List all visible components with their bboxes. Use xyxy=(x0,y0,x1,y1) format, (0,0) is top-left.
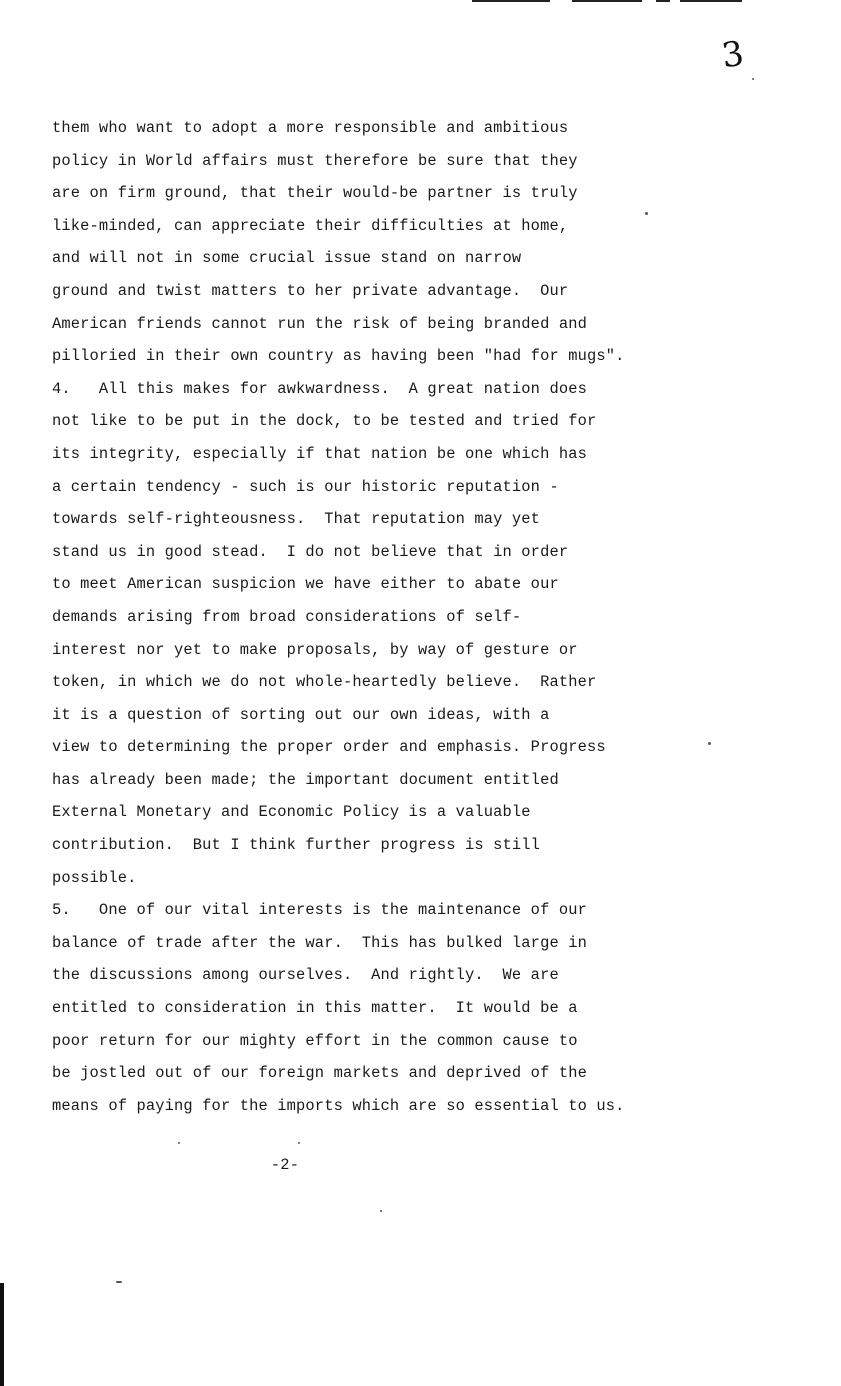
text-line: the discussions among ourselves. And rightly. We are xyxy=(52,966,559,985)
top-edge-rule xyxy=(472,0,550,2)
scan-speck xyxy=(380,1210,382,1212)
scan-speck xyxy=(116,1281,122,1283)
handwritten-page-mark: 3 xyxy=(719,33,747,77)
text-line: policy in World affairs must therefore be sure that they xyxy=(52,151,578,170)
top-edge-rule xyxy=(572,0,642,2)
text-line: towards self-righteousness. That reputation may yet xyxy=(52,510,541,529)
top-edge-rule xyxy=(656,0,670,2)
text-line: 4. All this makes for awkwardness. A great nation does xyxy=(52,379,587,398)
text-line: entitled to consideration in this matter. It would be a xyxy=(52,999,578,1018)
text-line: possible. xyxy=(52,868,137,887)
text-line: has already been made; the important document entitled xyxy=(52,770,559,789)
text-line: and will not in some crucial issue stand on narrow xyxy=(52,249,522,268)
text-line: interest nor yet to make proposals, by way of gesture or xyxy=(52,640,578,659)
text-line: 5. One of our vital interests is the maintenance of our xyxy=(52,901,587,920)
text-line: them who want to adopt a more responsible and ambitious xyxy=(52,119,569,137)
body-text xyxy=(52,112,672,1122)
text-line: not like to be put in the dock, to be tested and tried for xyxy=(52,412,597,431)
text-line: be jostled out of our foreign markets and deprived of the xyxy=(52,1064,587,1083)
text-line: ground and twist matters to her private advantage. Our xyxy=(52,281,569,300)
text-line: contribution. But I think further progress is still xyxy=(52,836,541,855)
text-line: like-minded, can appreciate their difficulties at home, xyxy=(52,216,569,235)
text-line: pilloried in their own country as having been "had for mugs". xyxy=(52,347,625,366)
text-line: poor return for our mighty effort in the common cause to xyxy=(52,1031,578,1050)
text-line: balance of trade after the war. This has bulked large in xyxy=(52,933,587,952)
text-line: its integrity, especially if that nation be one which has xyxy=(52,444,587,463)
scan-speck xyxy=(645,212,648,215)
scan-speck xyxy=(298,1142,300,1144)
text-line: view to determining the proper order and emphasis. Progress xyxy=(52,738,606,757)
text-line: means of paying for the imports which are so essential to us. xyxy=(52,1096,625,1115)
text-line: a certain tendency - such is our historic reputation - xyxy=(52,477,559,496)
text-line: American friends cannot run the risk of being branded and xyxy=(52,314,587,333)
text-line: to meet American suspicion we have either to abate our xyxy=(52,575,559,594)
text-line: token, in which we do not whole-heartedly believe. Rather xyxy=(52,673,597,692)
text-line: are on firm ground, that their would-be partner is truly xyxy=(52,184,578,203)
page-number: -2- xyxy=(270,1156,300,1174)
top-edge-rule xyxy=(680,0,742,2)
scan-speck xyxy=(178,1142,180,1144)
scan-speck xyxy=(708,742,711,745)
scan-speck xyxy=(752,78,754,80)
scan-edge-mark xyxy=(0,1283,4,1386)
text-line: stand us in good stead. I do not believe that in order xyxy=(52,542,569,561)
text-line: demands arising from broad considerations of self- xyxy=(52,607,522,626)
text-line: External Monetary and Economic Policy is a valuable xyxy=(52,803,531,822)
text-line: it is a question of sorting out our own ideas, with a xyxy=(52,705,550,724)
